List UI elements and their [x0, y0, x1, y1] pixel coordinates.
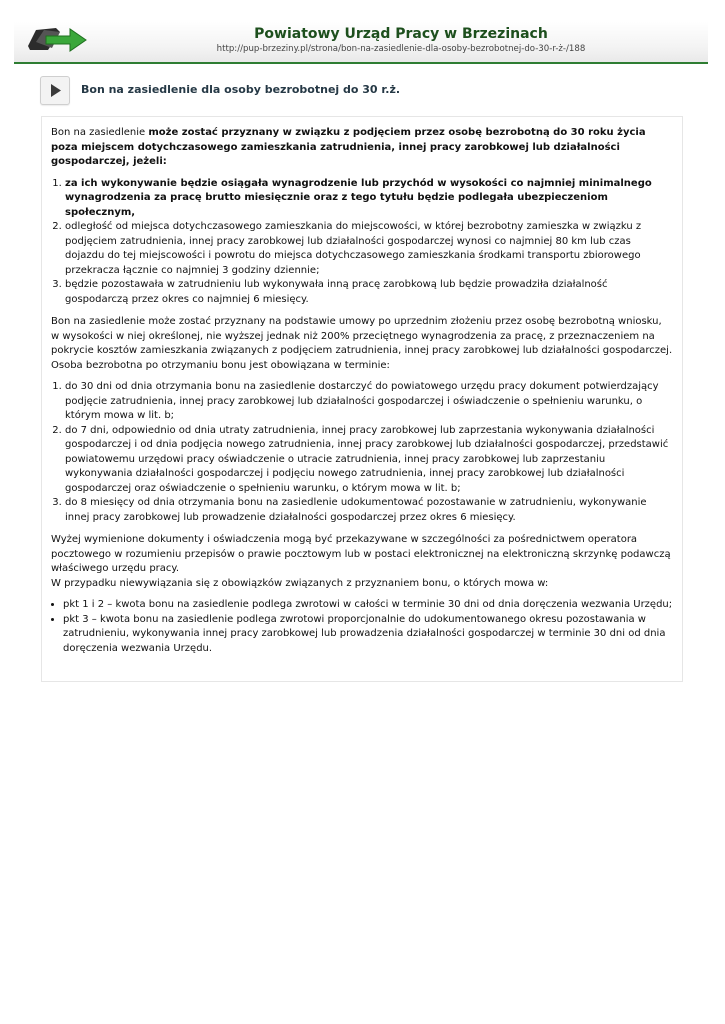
- paragraph-2: [51, 315, 673, 359]
- list-item: [65, 177, 673, 221]
- list-item: 3. do 8 miesięcy od dnia otrzymania bonu na zasiedlenie udokumentować pozostawanie w zatrudnieniu, wykonywanie innej pracy zarobkowej lub prowadzenie działalności gospodarczej przez okres 6 miesięcy.: [65, 496, 673, 525]
- site-url[interactable]: http://pup-brzeziny.pl/strona/bon-na-zasiedlenie-dla-osoby-bezrobotnej-do-30-r-ż-/188: [216, 44, 586, 54]
- obligations-list: [51, 380, 673, 525]
- refunds-list: [51, 598, 673, 656]
- list-item: • pkt 3 – kwota bonu na zasiedlenie podlega zwrotowi proporcjonalnie do udokumentowanego okresu pozostawania w zatrudnieniu, wykonywania innej pracy zarobkowej lub prowadzenia działalności gospodarczej w terminie 30 dni od dnia doręczenia wezwania Urzędu.: [63, 613, 673, 657]
- list-item: 2. odległość od miejsca dotychczasowego zamieszkania do miejscowości, w której bezrobotny zamieszka w związku z podjęciem zatrudnienia, innej pracy zarobkowej lub działalności gospodarczej wynosi co najmniej 80 km lub czas dojazdu do tej miejscowości i powrotu do miejsca dotychczasowego zamieszkania środkami transportu zbiorowego przekracza łącznie co najmniej 3 godziny dziennie;: [65, 220, 673, 278]
- paragraph-3: Osoba bezrobotna po otrzymaniu bonu jest obowiązana w terminie:: [51, 359, 390, 371]
- condition-1-text: za ich wykonywanie będzie osiągała wynagrodzenie lub przychód w wysokości co najmniej minimalnego wynagrodzenia za pracę brutto miesięcznie oraz z tego tytułu będzie podlegała ubezpieczeniom społecznym,: [65, 177, 652, 218]
- intro-bold-text: może zostać przyznany w związku z podjęciem przez osobę bezrobotną do 30 roku życia poza miejscem dotychczasowego zamieszkania zatrudnienia, innej pracy zarobkowej lub działalności gospodarczej, jeżeli:: [51, 127, 646, 167]
- page-title-row: [40, 76, 680, 106]
- play-arrow-icon: [41, 77, 69, 104]
- site-title[interactable]: Powiatowy Urząd Pracy w Brzezinach: [254, 26, 548, 42]
- conditions-list: [51, 177, 673, 308]
- page-title: Bon na zasiedlenie dla osoby bezrobotnej do 30 r.ż.: [81, 83, 401, 96]
- site-header: [14, 22, 708, 64]
- article-content: [41, 116, 683, 682]
- paragraph-2-text: Bon na zasiedlenie może zostać przyznany na podstawie umowy po uprzednim złożeniu przez osobę bezrobotną wniosku, w wysokości w niej określonej, nie wyższej jednak niż 200% przeciętnego wynagrodzenia za pracę, z przeznaczeniem na pokrycie kosztów zamieszkania związanych z podjęciem zatrudnienia, innej pracy zarobkowej lub działalności gospodarczej.: [51, 316, 673, 356]
- list-item: • pkt 1 i 2 – kwota bonu na zasiedlenie podlega zwrotowi w całości w terminie 30 dni od dnia doręczenia wezwania Urzędu;: [63, 598, 673, 613]
- paragraph-4: Wyżej wymienione dokumenty i oświadczenia mogą być przekazywane w szczególności za pośrednictwem operatora pocztowego w rozumieniu przepisów o prawie pocztowym lub w postaci elektronicznej na elektroniczną skrzynkę podawczą właściwego urzędu pracy.: [51, 534, 671, 574]
- intro-paragraph: [51, 126, 673, 170]
- list-item: 2. do 7 dni, odpowiednio od dnia utraty zatrudnienia, innej pracy zarobkowej lub zaprzestania wykonywania działalności gospodarczej i od dnia podjęcia nowego zatrudnienia, innej pracy zarobkowej lub działalności gospodarczej, przedstawić powiatowemu urzędowi pracy oświadczenie o utracie zatrudnienia, innej pracy zarobkowej lub zaprzestaniu wykonywania działalności gospodarczej i podjęciu nowego zatrudnienia, innej pracy zarobkowej lub działalności gospodarczej oraz oświadczenie o spełnieniu warunku, o którym mowa w lit. b;: [65, 424, 673, 497]
- list-item: 3. będzie pozostawała w zatrudnieniu lub wykonywała inną pracę zarobkową lub będzie prowadziła działalność gospodarczą przez okres co najmniej 6 miesięcy.: [65, 278, 673, 307]
- paragraph-5: W przypadku niewywiązania się z obowiązków związanych z przyznaniem bonu, o których mowa w:: [51, 577, 549, 589]
- list-item: 1. do 30 dni od dnia otrzymania bonu na zasiedlenie dostarczyć do powiatowego urzędu pracy dokument potwierdzający podjęcie zatrudnienia, innej pracy zarobkowej lub działalności gospodarczej i oświadczenie o spełnieniu warunku, o którym mowa w lit. b;: [65, 380, 673, 424]
- play-arrow-button[interactable]: [40, 76, 70, 105]
- intro-plain-text: Bon na zasiedlenie: [51, 127, 149, 138]
